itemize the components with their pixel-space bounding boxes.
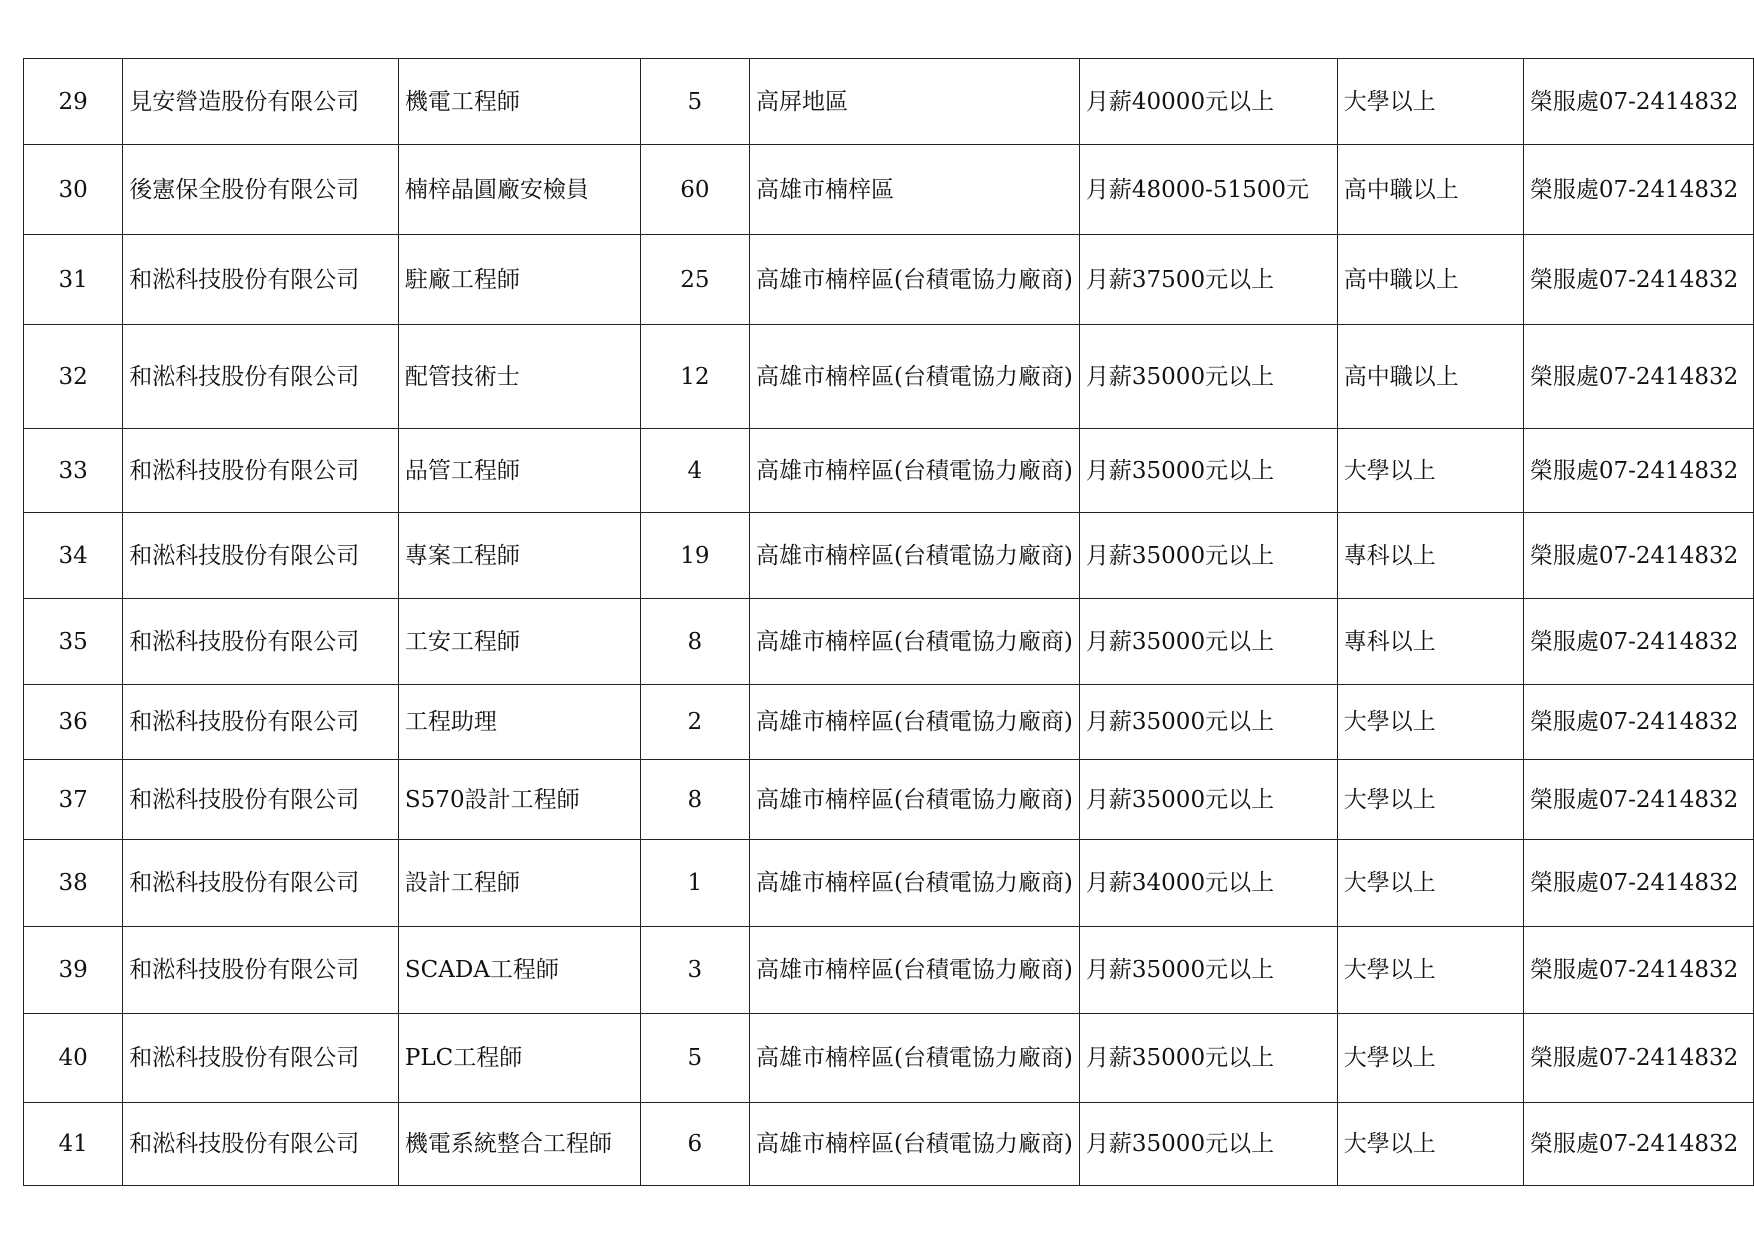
work-location-cell: 高雄市楠梓區(台積電協力廠商) [749, 599, 1079, 685]
company-name-cell: 和淞科技股份有限公司 [123, 325, 399, 429]
job-title-cell: 配管技術士 [398, 325, 640, 429]
table-row [24, 685, 1754, 760]
job-title-cell: PLC工程師 [398, 1014, 640, 1103]
work-location-cell: 高雄市楠梓區(台積電協力廠商) [749, 1014, 1079, 1103]
education-requirement-cell: 大學以上 [1337, 1103, 1523, 1186]
education-requirement-cell: 大學以上 [1337, 760, 1523, 840]
company-name-cell: 和淞科技股份有限公司 [123, 513, 399, 599]
company-name-cell: 和淞科技股份有限公司 [123, 840, 399, 927]
work-location-cell: 高雄市楠梓區(台積電協力廠商) [749, 840, 1079, 927]
openings-count-cell: 2 [640, 685, 749, 760]
table-row [24, 235, 1754, 325]
row-number-cell: 39 [24, 927, 123, 1014]
company-name-cell: 和淞科技股份有限公司 [123, 235, 399, 325]
job-title-cell: 品管工程師 [398, 429, 640, 513]
row-number-cell: 36 [24, 685, 123, 760]
company-name-cell: 和淞科技股份有限公司 [123, 1103, 399, 1186]
table-row [24, 429, 1754, 513]
work-location-cell: 高雄市楠梓區(台積電協力廠商) [749, 235, 1079, 325]
contact-info-cell: 榮服處07-2414832 [1523, 599, 1753, 685]
contact-info-cell: 榮服處07-2414832 [1523, 1014, 1753, 1103]
education-requirement-cell: 高中職以上 [1337, 145, 1523, 235]
contact-info-cell: 榮服處07-2414832 [1523, 840, 1753, 927]
education-requirement-cell: 專科以上 [1337, 513, 1523, 599]
job-title-cell: 設計工程師 [398, 840, 640, 927]
work-location-cell: 高屏地區 [749, 59, 1079, 145]
contact-info-cell: 榮服處07-2414832 [1523, 429, 1753, 513]
table-row [24, 325, 1754, 429]
openings-count-cell: 1 [640, 840, 749, 927]
contact-info-cell: 榮服處07-2414832 [1523, 1103, 1753, 1186]
work-location-cell: 高雄市楠梓區(台積電協力廠商) [749, 513, 1079, 599]
row-number-cell: 29 [24, 59, 123, 145]
company-name-cell: 和淞科技股份有限公司 [123, 685, 399, 760]
job-rows [24, 59, 1754, 1186]
salary-cell: 月薪35000元以上 [1079, 599, 1337, 685]
job-title-cell: 機電工程師 [398, 59, 640, 145]
row-number-cell: 37 [24, 760, 123, 840]
openings-count-cell: 3 [640, 927, 749, 1014]
company-name-cell: 和淞科技股份有限公司 [123, 927, 399, 1014]
row-number-cell: 40 [24, 1014, 123, 1103]
salary-cell: 月薪35000元以上 [1079, 429, 1337, 513]
row-number-cell: 35 [24, 599, 123, 685]
work-location-cell: 高雄市楠梓區(台積電協力廠商) [749, 685, 1079, 760]
table-row [24, 927, 1754, 1014]
company-name-cell: 和淞科技股份有限公司 [123, 599, 399, 685]
row-number-cell: 33 [24, 429, 123, 513]
row-number-cell: 34 [24, 513, 123, 599]
table-row [24, 145, 1754, 235]
education-requirement-cell: 大學以上 [1337, 927, 1523, 1014]
salary-cell: 月薪35000元以上 [1079, 927, 1337, 1014]
job-title-cell: 工程助理 [398, 685, 640, 760]
education-requirement-cell: 大學以上 [1337, 59, 1523, 145]
salary-cell: 月薪40000元以上 [1079, 59, 1337, 145]
company-name-cell: 見安營造股份有限公司 [123, 59, 399, 145]
company-name-cell: 後憲保全股份有限公司 [123, 145, 399, 235]
salary-cell: 月薪35000元以上 [1079, 325, 1337, 429]
job-title-cell: 機電系統整合工程師 [398, 1103, 640, 1186]
contact-info-cell: 榮服處07-2414832 [1523, 760, 1753, 840]
openings-count-cell: 5 [640, 59, 749, 145]
openings-count-cell: 19 [640, 513, 749, 599]
table-row [24, 599, 1754, 685]
company-name-cell: 和淞科技股份有限公司 [123, 429, 399, 513]
contact-info-cell: 榮服處07-2414832 [1523, 145, 1753, 235]
row-number-cell: 30 [24, 145, 123, 235]
education-requirement-cell: 專科以上 [1337, 599, 1523, 685]
openings-count-cell: 12 [640, 325, 749, 429]
contact-info-cell: 榮服處07-2414832 [1523, 513, 1753, 599]
job-listing-table [23, 58, 1754, 1186]
job-title-cell: 楠梓晶圓廠安檢員 [398, 145, 640, 235]
openings-count-cell: 8 [640, 599, 749, 685]
work-location-cell: 高雄市楠梓區(台積電協力廠商) [749, 927, 1079, 1014]
education-requirement-cell: 大學以上 [1337, 685, 1523, 760]
table-row [24, 1103, 1754, 1186]
openings-count-cell: 25 [640, 235, 749, 325]
work-location-cell: 高雄市楠梓區(台積電協力廠商) [749, 760, 1079, 840]
job-title-cell: 專案工程師 [398, 513, 640, 599]
salary-cell: 月薪35000元以上 [1079, 760, 1337, 840]
row-number-cell: 41 [24, 1103, 123, 1186]
company-name-cell: 和淞科技股份有限公司 [123, 760, 399, 840]
contact-info-cell: 榮服處07-2414832 [1523, 685, 1753, 760]
salary-cell: 月薪48000-51500元 [1079, 145, 1337, 235]
salary-cell: 月薪35000元以上 [1079, 1103, 1337, 1186]
salary-cell: 月薪35000元以上 [1079, 685, 1337, 760]
company-name-cell: 和淞科技股份有限公司 [123, 1014, 399, 1103]
salary-cell: 月薪35000元以上 [1079, 1014, 1337, 1103]
salary-cell: 月薪34000元以上 [1079, 840, 1337, 927]
contact-info-cell: 榮服處07-2414832 [1523, 927, 1753, 1014]
job-title-cell: 駐廠工程師 [398, 235, 640, 325]
row-number-cell: 38 [24, 840, 123, 927]
education-requirement-cell: 大學以上 [1337, 840, 1523, 927]
openings-count-cell: 6 [640, 1103, 749, 1186]
education-requirement-cell: 高中職以上 [1337, 235, 1523, 325]
contact-info-cell: 榮服處07-2414832 [1523, 235, 1753, 325]
table-row [24, 513, 1754, 599]
contact-info-cell: 榮服處07-2414832 [1523, 59, 1753, 145]
openings-count-cell: 4 [640, 429, 749, 513]
education-requirement-cell: 高中職以上 [1337, 325, 1523, 429]
row-number-cell: 32 [24, 325, 123, 429]
table-row [24, 59, 1754, 145]
contact-info-cell: 榮服處07-2414832 [1523, 325, 1753, 429]
job-title-cell: S570設計工程師 [398, 760, 640, 840]
work-location-cell: 高雄市楠梓區(台積電協力廠商) [749, 429, 1079, 513]
openings-count-cell: 8 [640, 760, 749, 840]
job-title-cell: SCADA工程師 [398, 927, 640, 1014]
table-row [24, 1014, 1754, 1103]
table-row [24, 840, 1754, 927]
row-number-cell: 31 [24, 235, 123, 325]
education-requirement-cell: 大學以上 [1337, 429, 1523, 513]
salary-cell: 月薪37500元以上 [1079, 235, 1337, 325]
education-requirement-cell: 大學以上 [1337, 1014, 1523, 1103]
openings-count-cell: 60 [640, 145, 749, 235]
salary-cell: 月薪35000元以上 [1079, 513, 1337, 599]
job-title-cell: 工安工程師 [398, 599, 640, 685]
work-location-cell: 高雄市楠梓區 [749, 145, 1079, 235]
table-row [24, 760, 1754, 840]
work-location-cell: 高雄市楠梓區(台積電協力廠商) [749, 325, 1079, 429]
openings-count-cell: 5 [640, 1014, 749, 1103]
work-location-cell: 高雄市楠梓區(台積電協力廠商) [749, 1103, 1079, 1186]
